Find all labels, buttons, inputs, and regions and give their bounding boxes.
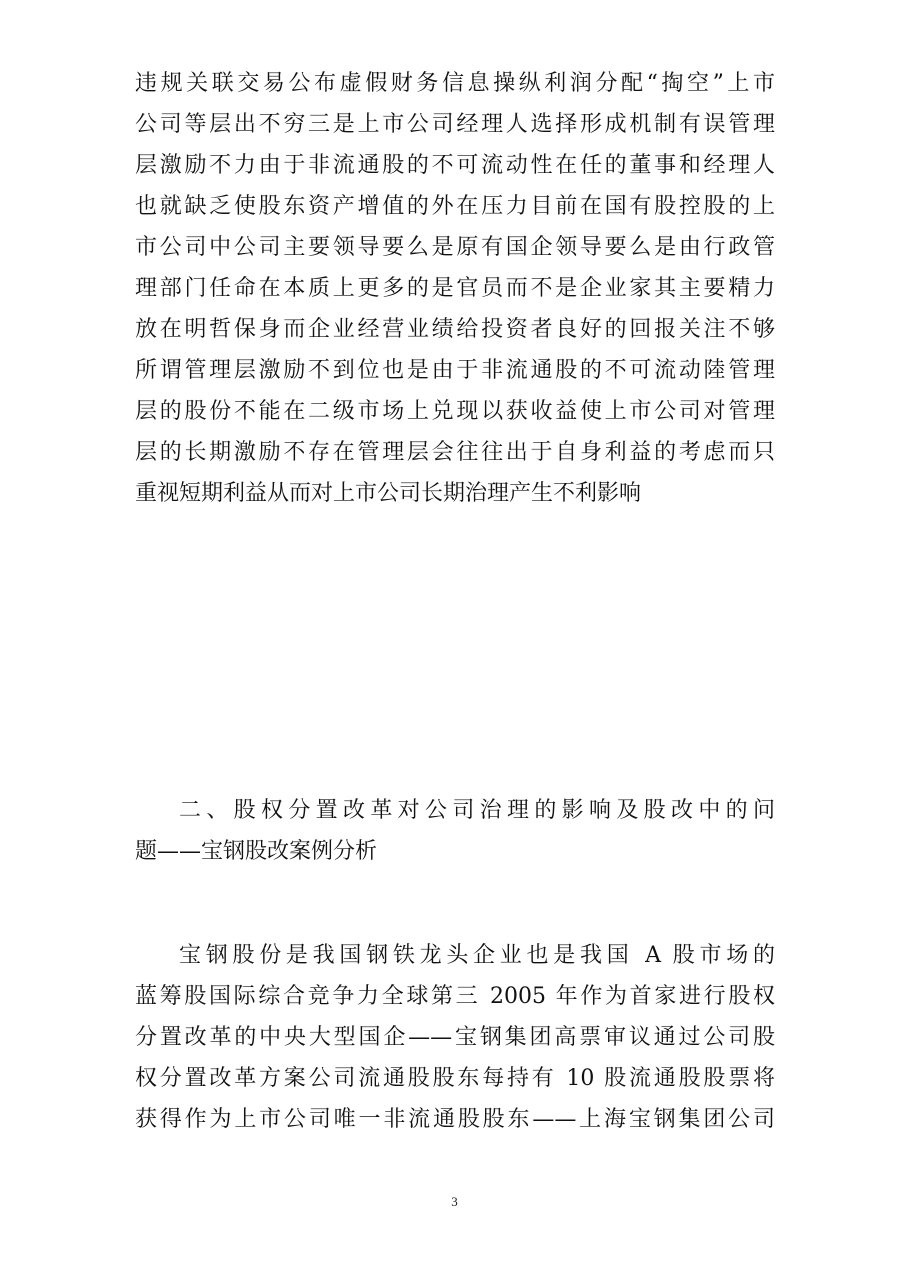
paragraph-line: 公司等层出不穷三是上市公司经理人选择形成机制有误管理	[135, 112, 775, 137]
section-heading	[135, 790, 775, 872]
paragraph-line: 层的股份不能在二级市场上兑现以获收益使上市公司对管理	[135, 399, 775, 424]
paragraph-line: 权分置改革方案公司流通股股东每持有 10 股流通股股票将	[135, 1066, 775, 1091]
paragraph-line: 层的长期激励不存在管理层会往往出于自身利益的考虑而只	[135, 440, 775, 465]
paragraph-line: 宝钢股份是我国钢铁龙头企业也是我国 A 股市场的	[179, 943, 775, 968]
heading-line: 题——宝钢股改案例分析	[135, 839, 378, 864]
paragraph-line: 分置改革的中央大型国企——宝钢集团高票审议通过公司股	[135, 1025, 775, 1050]
heading-line: 二、股权分置改革对公司治理的影响及股改中的问	[179, 798, 775, 823]
paragraph-line: 获得作为上市公司唯一非流通股股东——上海宝钢集团公司	[135, 1107, 775, 1132]
paragraph-line: 理部门任命在本质上更多的是官员而不是企业家其主要精力	[135, 276, 775, 301]
paragraph-line: 违规关联交易公布虚假财务信息操纵利润分配“掏空”上市	[135, 71, 775, 96]
paragraph-line: 层激励不力由于非流通股的不可流动性在任的董事和经理人	[135, 153, 775, 178]
paragraph-line: 蓝筹股国际综合竞争力全球第三 2005 年作为首家进行股权	[135, 984, 775, 1009]
paragraph-line: 所谓管理层激励不到位也是由于非流通股的不可流动陸管理	[135, 358, 775, 383]
body-paragraph-2	[135, 935, 775, 1140]
page-number: 3	[451, 1194, 458, 1209]
paragraph-line: 放在明哲保身而企业经营业绩给投资者良好的回报关注不够	[135, 317, 775, 342]
paragraph-line: 重视短期利益从而对上市公司长期治理产生不利影响	[135, 481, 642, 506]
body-paragraph-1	[135, 63, 775, 514]
paragraph-line: 市公司中公司主要领导要么是原有国企领导要么是由行政管	[135, 235, 775, 260]
paragraph-line: 也就缺乏使股东资产增值的外在压力目前在国有股控股的上	[135, 194, 775, 219]
